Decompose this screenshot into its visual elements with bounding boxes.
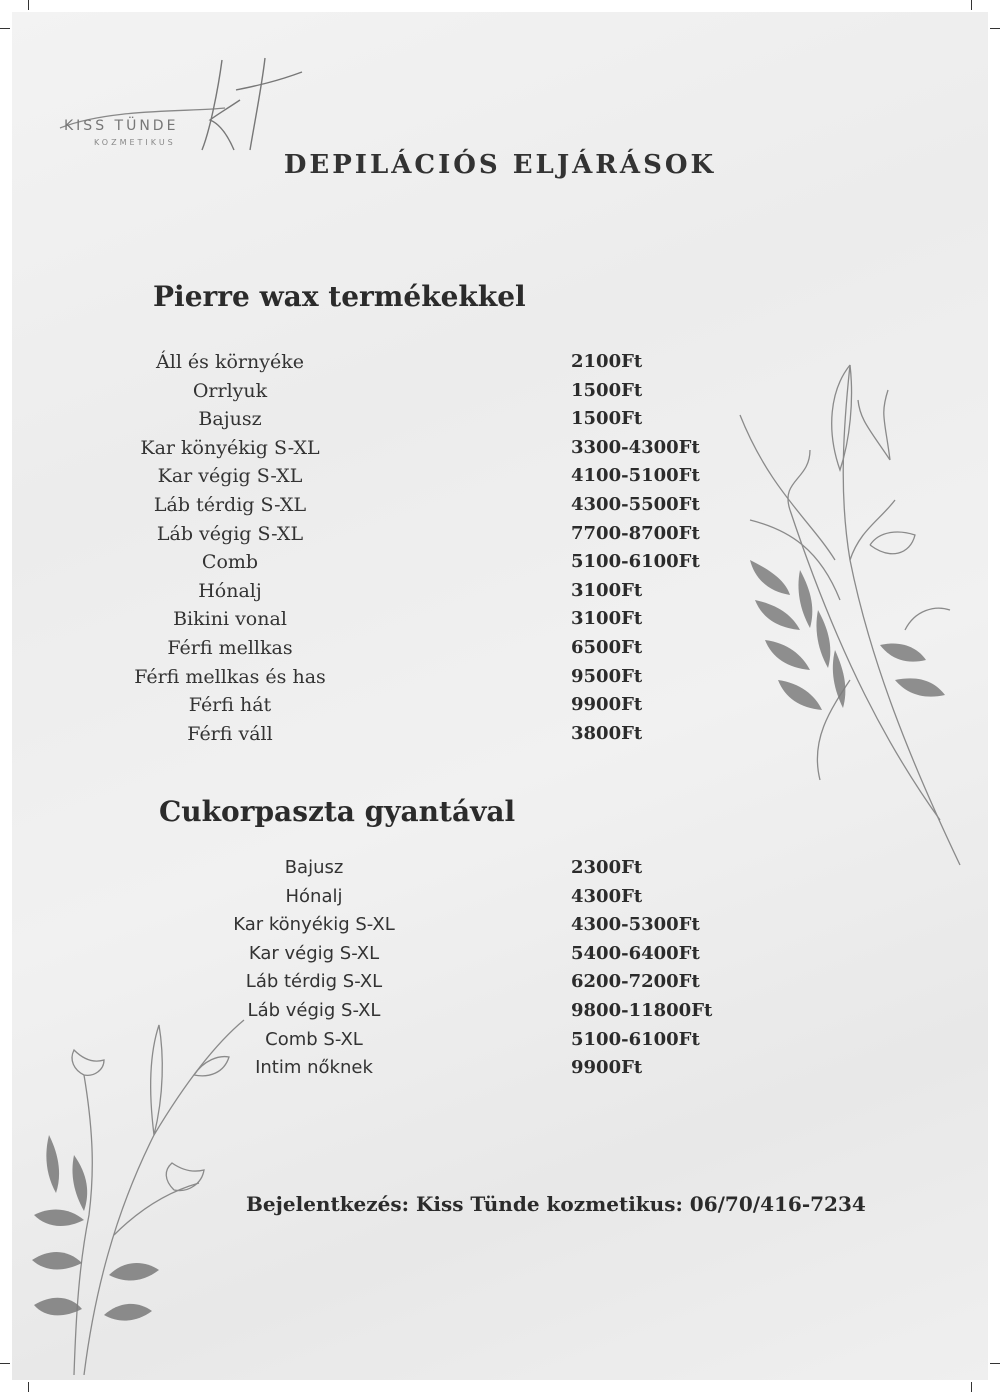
- service-price: 1500Ft: [571, 379, 643, 401]
- service-price: 3100Ft: [571, 579, 643, 601]
- service-name: Orrlyuk: [192, 379, 268, 402]
- crop-mark: [990, 1363, 1000, 1364]
- service-name: Kar könyékig S-XL: [233, 914, 395, 936]
- list-item: [0, 943, 1000, 972]
- service-price: 3300-4300Ft: [571, 436, 700, 458]
- brand-name: KISS TÜNDE: [64, 118, 179, 134]
- crop-mark: [971, 0, 972, 10]
- service-price: 6500Ft: [571, 636, 643, 658]
- floral-decoration-right-icon: [730, 360, 970, 880]
- crop-mark: [28, 0, 29, 10]
- service-price: 1500Ft: [571, 408, 643, 430]
- service-name: Férfi mellkas és has: [134, 665, 326, 688]
- service-price: 5400-6400Ft: [571, 942, 700, 964]
- crop-mark: [0, 1363, 10, 1364]
- service-price: 4100-5100Ft: [571, 465, 700, 487]
- service-price: 3800Ft: [571, 722, 643, 744]
- service-name: Férfi mellkas: [167, 636, 293, 659]
- service-name: Láb térdig S-XL: [153, 493, 307, 516]
- service-name: Bajusz: [284, 857, 344, 878]
- service-price: 7700-8700Ft: [571, 522, 700, 544]
- service-price: 5100-6100Ft: [571, 551, 700, 573]
- service-name: Comb S-XL: [265, 1028, 363, 1050]
- service-name: Láb végig S-XL: [156, 522, 304, 545]
- service-name: Láb térdig S-XL: [245, 971, 383, 993]
- section-heading-pierre-wax: Pierre wax termékekkel: [153, 280, 526, 313]
- service-price: 9500Ft: [571, 665, 643, 687]
- service-price: 2300Ft: [571, 857, 643, 878]
- kt-monogram-icon: [50, 50, 310, 160]
- floral-decoration-left-icon: [14, 1015, 264, 1375]
- service-price: 4300-5300Ft: [571, 914, 700, 936]
- list-item: [0, 914, 1000, 943]
- service-price: 4300Ft: [571, 885, 643, 907]
- crop-mark: [971, 1382, 972, 1392]
- service-name: Áll és környéke: [156, 351, 304, 373]
- page-title: DEPILÁCIÓS ELJÁRÁSOK: [283, 150, 717, 180]
- booking-contact: Bejelentkezés: Kiss Tünde kozmetikus: 06/70/416-7234: [246, 1192, 866, 1216]
- service-price: 5100-6100Ft: [571, 1028, 700, 1050]
- service-price: 9900Ft: [571, 1057, 643, 1079]
- list-item: [0, 886, 1000, 915]
- service-name: Kar végig S-XL: [157, 465, 303, 488]
- service-name: Hónalj: [285, 885, 343, 907]
- service-name: Kar végig S-XL: [248, 942, 380, 964]
- crop-mark: [0, 28, 10, 29]
- service-price: 9900Ft: [571, 694, 643, 716]
- brand-subtitle: KOZMETIKUS: [94, 138, 176, 147]
- list-item: [0, 971, 1000, 1000]
- section-heading-cukorpaszta: Cukorpaszta gyantával: [159, 795, 516, 828]
- service-price: 9800-11800Ft: [571, 999, 713, 1021]
- service-price: 6200-7200Ft: [571, 971, 700, 993]
- service-name: Kar könyékig S-XL: [140, 436, 320, 459]
- service-name: Hónalj: [198, 579, 262, 602]
- service-price: 2100Ft: [571, 351, 643, 372]
- service-name: Bajusz: [198, 408, 262, 431]
- crop-mark: [28, 1382, 29, 1392]
- crop-mark: [990, 28, 1000, 29]
- service-name: Láb végig S-XL: [247, 999, 381, 1021]
- service-name: Comb: [201, 551, 259, 574]
- brand-logo: [50, 50, 310, 160]
- service-name: Férfi váll: [187, 722, 273, 745]
- service-price: 4300-5500Ft: [571, 493, 700, 515]
- service-name: Intim nőknek: [255, 1057, 373, 1079]
- service-name: Férfi hát: [188, 694, 272, 717]
- service-price: 3100Ft: [571, 608, 643, 630]
- service-name: Bikini vonal: [173, 608, 287, 631]
